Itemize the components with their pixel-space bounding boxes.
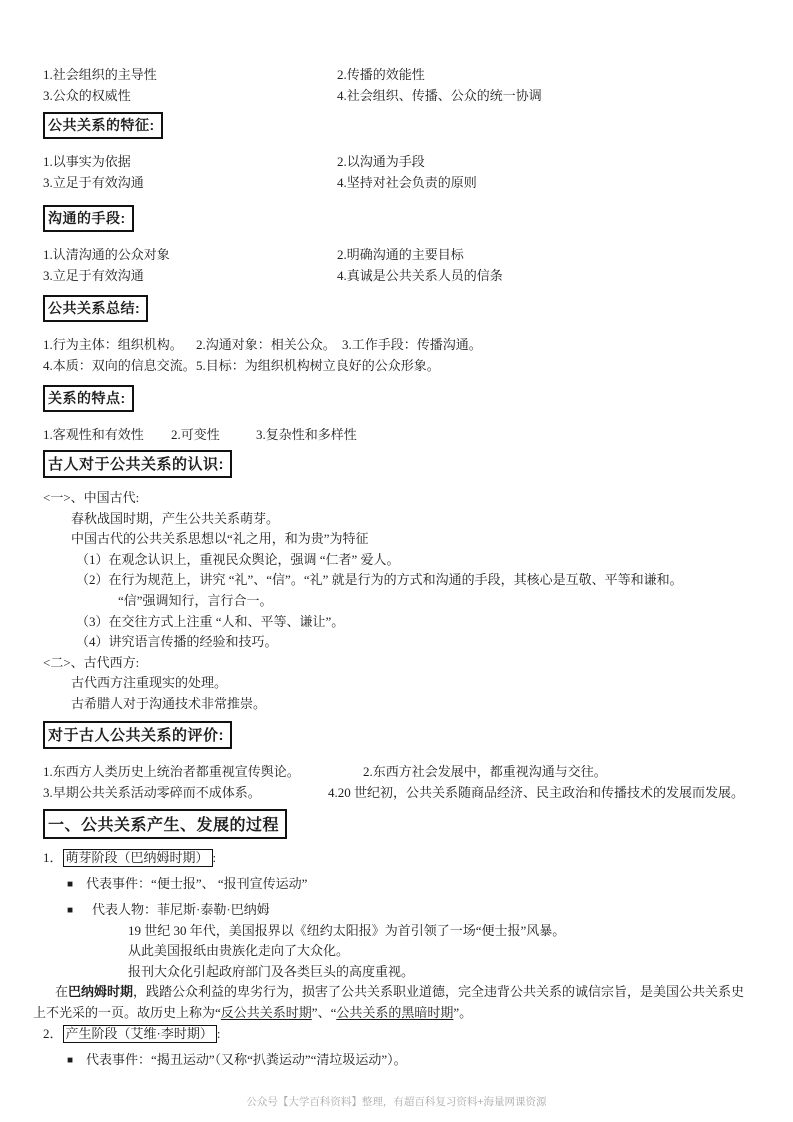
list-item: 4.20 世纪初，公共关系随商品经济、民主政治和传播技术的发展而发展。 [328,784,745,800]
section-ancient-views [43,450,750,715]
list-row [43,355,750,376]
text-line: 古代西方注重现实的处理。 [71,675,228,691]
bullet-line [43,899,750,921]
heading-pr-features: 公共关系的特征: [43,112,163,139]
bullet-line [43,1049,750,1071]
barnum-paragraph [33,982,750,1023]
list-item: 2.以沟通为手段 [337,154,425,169]
list-item: 1.行为主体：组织机构。 [43,337,183,352]
list-item: 1.以事实为依据 [43,154,131,169]
list-row [43,424,750,445]
heading-ancient-views: 古人对于公共关系的认识: [43,450,232,478]
heading-history-process: 一、公共关系产生、发展的过程 [43,809,287,839]
text-line: （2）在行为规范上，讲究 “礼”、“信”。“礼” 就是行为的方式和沟通的手段，其核心是互敬、平等和谦和。 [76,572,683,588]
list-item: 2.沟通对象：相关公众。 [196,337,336,352]
list-item: 4.社会组织、传播、公众的统一协调 [337,88,542,103]
text-line: 19 世纪 30 年代，美国报界以《纽约太阳报》为首引领了一场“便士报”风暴。 [128,922,566,938]
list-item: 4.本质：双向的信息交流。 [43,358,196,373]
stage-notes [43,921,750,983]
text-line: <二>、古代西方: [43,654,140,670]
text-line: （3）在交往方式上注重 “人和、平等、谦让”。 [76,613,345,629]
text-line: 春秋战国时期，产生公共关系萌芽。 [71,510,280,526]
list-row [43,85,750,106]
list-item: 2.可变性 [171,427,220,442]
list-item: 3.复杂性和多样性 [256,427,357,442]
bullet-text: 代表事件：“便士报”、 “报刊宣传运动” [86,875,308,891]
list-item: 1.社会组织的主导性 [43,67,157,82]
heading-evaluation: 对于古人公共关系的评价: [43,721,232,749]
paragraph-text: 在 [55,984,69,1000]
stage-title-box: 萌芽阶段（巴纳姆时期） [63,849,213,867]
bullet-text: 代表人物：菲尼斯·泰勒·巴纳姆 [92,901,270,917]
heading-wrapper [43,721,750,749]
stage-title-box: 产生阶段（艾维·李时期） [63,1025,217,1043]
ancient-views-lines [43,488,750,715]
text-line: （4）讲究语言传播的经验和技巧。 [76,634,278,650]
bullet-text: 代表事件：“揭丑运动”（又称“扒粪运动”“清垃圾运动”）。 [86,1052,407,1068]
paragraph-underlined-text: 反公共关系时期 [220,1004,312,1020]
list-item: 3.立足于有效沟通 [43,268,144,283]
section-intro-list [43,64,750,106]
heading-communication-means: 沟通的手段: [43,205,134,232]
heading-wrapper [43,112,750,139]
heading-wrapper [43,385,750,412]
paragraph-underlined-text: 公共关系的黑暗时期 [336,1004,454,1020]
section-pr-features [43,112,750,193]
stage-item-emergence [43,1023,750,1045]
paragraph-text: ”、“ [311,1004,337,1020]
stage-number: 1． [43,849,63,865]
paragraph-bold-text: 巴纳姆时期 [68,984,134,1000]
text-line: 从此美国报纸由贵族化走向了大众化。 [128,943,350,959]
section-evaluation [43,721,750,803]
list-item: 2.明确沟通的主要目标 [337,247,464,262]
stage-item-germination [43,847,750,869]
list-item: 4.真诚是公共关系人员的信条 [337,268,503,283]
list-item: 2.东西方社会发展中，都重视沟通与交往。 [363,763,607,779]
heading-wrapper [43,450,750,478]
bullet-line [43,873,750,895]
heading-relation-traits: 关系的特点: [43,385,134,412]
text-line: 报刊大众化引起政府部门及各类巨头的高度重视。 [128,963,415,979]
list-row [43,761,750,782]
heading-wrapper [43,295,750,322]
stage-colon: : [212,849,217,865]
list-item: 3.公众的权威性 [43,88,131,103]
list-item: 1.认清沟通的公众对象 [43,247,170,262]
list-row [43,265,750,286]
text-line: 中国古代的公共关系思想以“礼之用，和为贵”为特征 [71,531,369,547]
bullet-square-icon: ■ [67,1055,74,1067]
list-item: 5.目标：为组织机构树立良好的公众形象。 [196,358,440,373]
list-row [43,172,750,193]
bullet-square-icon: ■ [67,904,74,916]
list-item: 3.工作手段：传播沟通。 [342,337,482,352]
section-pr-summary [43,295,750,376]
list-row [43,151,750,172]
text-line: （1）在观念认识上，重视民众舆论，强调 “仁者” 爱人。 [76,551,400,567]
list-row [43,64,750,85]
stage-colon: : [216,1026,221,1042]
list-row [43,244,750,265]
text-line: 古希腊人对于沟通技术非常推崇。 [71,695,267,711]
bullet-square-icon: ■ [67,878,74,890]
list-item: 2.传播的效能性 [337,67,425,82]
list-item: 3.早期公共关系活动零碎而不成体系。 [43,784,261,800]
text-line: <一>、中国古代: [43,490,140,505]
list-item: 3.立足于有效沟通 [43,175,144,190]
paragraph-text: ”。 [453,1004,473,1020]
page-footer-watermark: 公众号【大学百科资料】整理，有超百科复习资料+海量网课资源 [246,1096,547,1108]
heading-wrapper [43,205,750,232]
section-history [33,809,750,1072]
heading-wrapper [43,809,750,839]
list-item: 4.坚持对社会负责的原则 [337,175,477,190]
paragraph-text: ，践踏公众利益的卑劣行为，损害了公共关系职业道德，完全违背公共关系的诚信宗旨，是美国公共关系史上不光采的一页。故历史上称为“ [33,984,745,1020]
list-row [43,334,750,355]
stage-number: 2． [43,1026,63,1042]
list-item: 1.客观性和有效性 [43,427,144,442]
heading-pr-summary: 公共关系总结: [43,295,148,322]
list-item: 1.东西方人类历史上统治者都重视宣传舆论。 [43,763,300,779]
list-row [43,782,750,803]
section-communication-means [43,205,750,286]
section-relation-traits [43,385,750,445]
text-line: “信”强调知行，言行合一。 [118,592,273,608]
